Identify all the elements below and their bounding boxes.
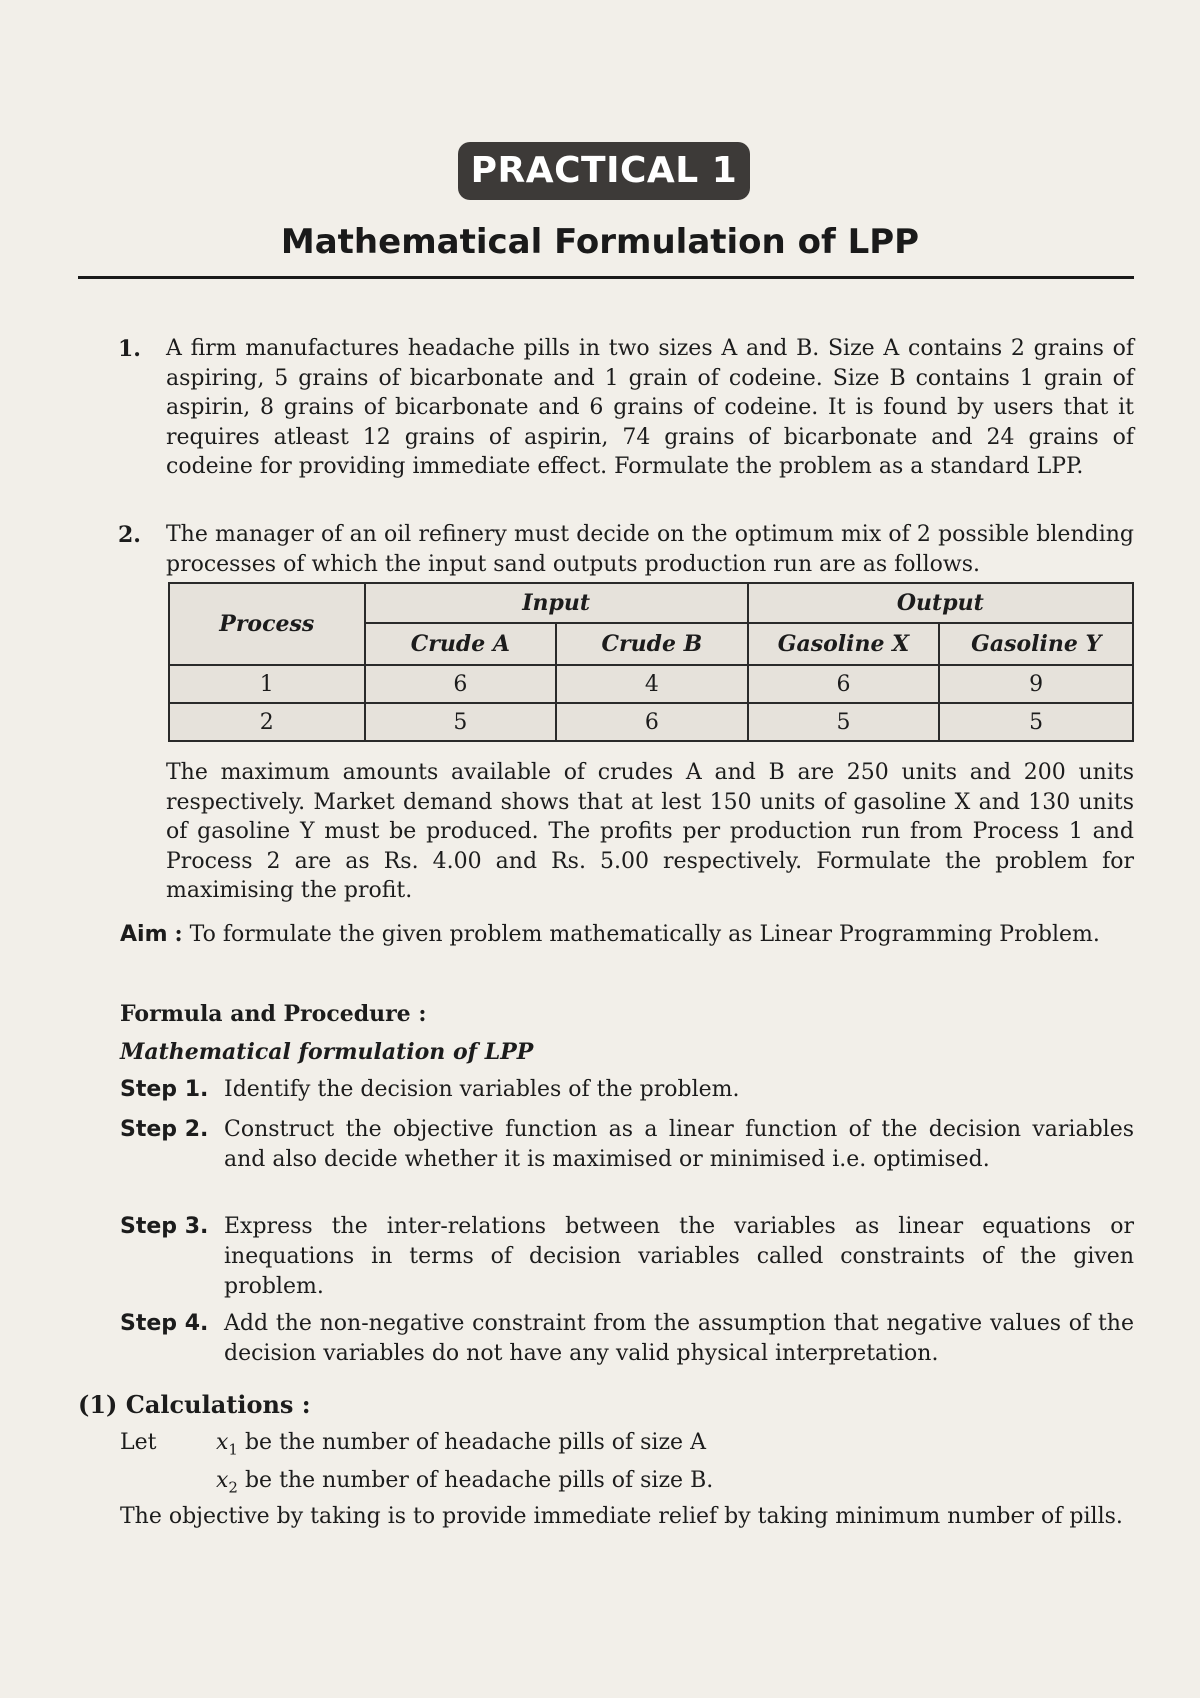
table-cell: 5: [939, 703, 1133, 741]
input-header: Input: [365, 583, 748, 623]
step-label: Step 4.: [120, 1311, 209, 1336]
page-title: Mathematical Formulation of LPP: [280, 222, 920, 262]
step-2: [120, 1115, 1134, 1175]
variable-x2: $x_2$: [216, 1468, 238, 1497]
subheader-crude-a: Crude A: [365, 623, 557, 665]
step-label: Step 1.: [120, 1077, 209, 1102]
table-cell: 6: [365, 665, 557, 703]
variable-2-line: [216, 1466, 1134, 1503]
table-cell: 9: [939, 665, 1133, 703]
calculations-heading: (1) Calculations :: [78, 1390, 311, 1419]
table-cell: 6: [748, 665, 940, 703]
let-label: Let: [120, 1430, 157, 1455]
subheader-crude-b: Crude B: [556, 623, 748, 665]
variable-1-text: be the number of headache pills of size A: [244, 1430, 706, 1455]
step-label: Step 2.: [120, 1117, 209, 1142]
step-4: [120, 1309, 1134, 1369]
step-text: Add the non-negative constraint from the assumption that negative values of the decision variables do not have any valid physical interpretation.: [224, 1311, 1134, 1366]
refinery-table: [168, 582, 1134, 742]
aim-paragraph: [78, 920, 1134, 950]
step-text: Construct the objective function as a linear function of the decision variables and also decide whether it is maximised or minimised i.e. optimised.: [224, 1117, 1134, 1172]
problem-1-text: A firm manufactures headache pills in two sizes A and B. Size A contains 2 grains of aspiring, 5 grains of bicarbonate and 1 grain of codeine. Size B contains 1 grain of aspirin, 8 grains of bicarbonate and 6 grains of codeine. It is found by users that it requires atleast 12 grains of aspirin, 74 grains of bicarbonate and 24 grains of codeine for providing immediate effect. Formulate the problem as a standard LPP.: [166, 336, 1134, 479]
subheader-gasoline-y: Gasoline Y: [939, 623, 1133, 665]
subheader-gasoline-x: Gasoline X: [748, 623, 940, 665]
output-header: Output: [748, 583, 1133, 623]
table-row: [169, 703, 1133, 741]
objective-text: The objective by taking is to provide immediate relief by taking minimum number of pills.: [120, 1504, 1123, 1529]
step-3: [120, 1212, 1134, 1302]
table-cell: 5: [748, 703, 940, 741]
practical-badge: PRACTICAL 1: [458, 142, 750, 200]
step-text: Express the inter-relations between the variables as linear equations or inequations in terms of decision variables called constraints of the given problem.: [224, 1214, 1134, 1299]
variable-1-line: [216, 1428, 1134, 1465]
problem-2-number: 2.: [118, 522, 141, 548]
problem-2-text: The manager of an oil refinery must decide on the optimum mix of 2 possible blending processes of which the input sand outputs production run are as follows.: [166, 522, 1134, 577]
table-row: [169, 665, 1133, 703]
aim-label: Aim: [120, 922, 168, 947]
table-cell: 1: [169, 665, 365, 703]
table-cell: 2: [169, 703, 365, 741]
step-text: Identify the decision variables of the problem.: [224, 1077, 740, 1102]
procedure-subheading: Mathematical formulation of LPP: [120, 1039, 534, 1065]
table-cell: 5: [365, 703, 557, 741]
problem-2-continuation: The maximum amounts available of crudes A and B are 250 units and 200 units respectively. Market demand shows that at lest 150 units of gasoline X and 130 units of gasoline Y must be produced. The profits per production run from Process 1 and Process 2 are as Rs. 4.00 and Rs. 5.00 respectively. Formulate the problem for maximising the profit.: [166, 760, 1134, 903]
title-divider: [78, 276, 1134, 279]
step-label: Step 3.: [120, 1214, 209, 1239]
variable-2-text: be the number of headache pills of size B.: [244, 1468, 714, 1493]
problem-1-number: 1.: [118, 336, 141, 362]
procedure-heading: Formula and Procedure :: [120, 1001, 427, 1027]
variable-x1: $x_1$: [216, 1430, 238, 1459]
step-1: [120, 1075, 1134, 1105]
table-cell: 6: [556, 703, 748, 741]
table-cell: 4: [556, 665, 748, 703]
aim-separator: :: [174, 921, 183, 947]
process-header: Process: [169, 583, 365, 665]
aim-text: To formulate the given problem mathematically as Linear Programming Problem.: [189, 922, 1100, 947]
